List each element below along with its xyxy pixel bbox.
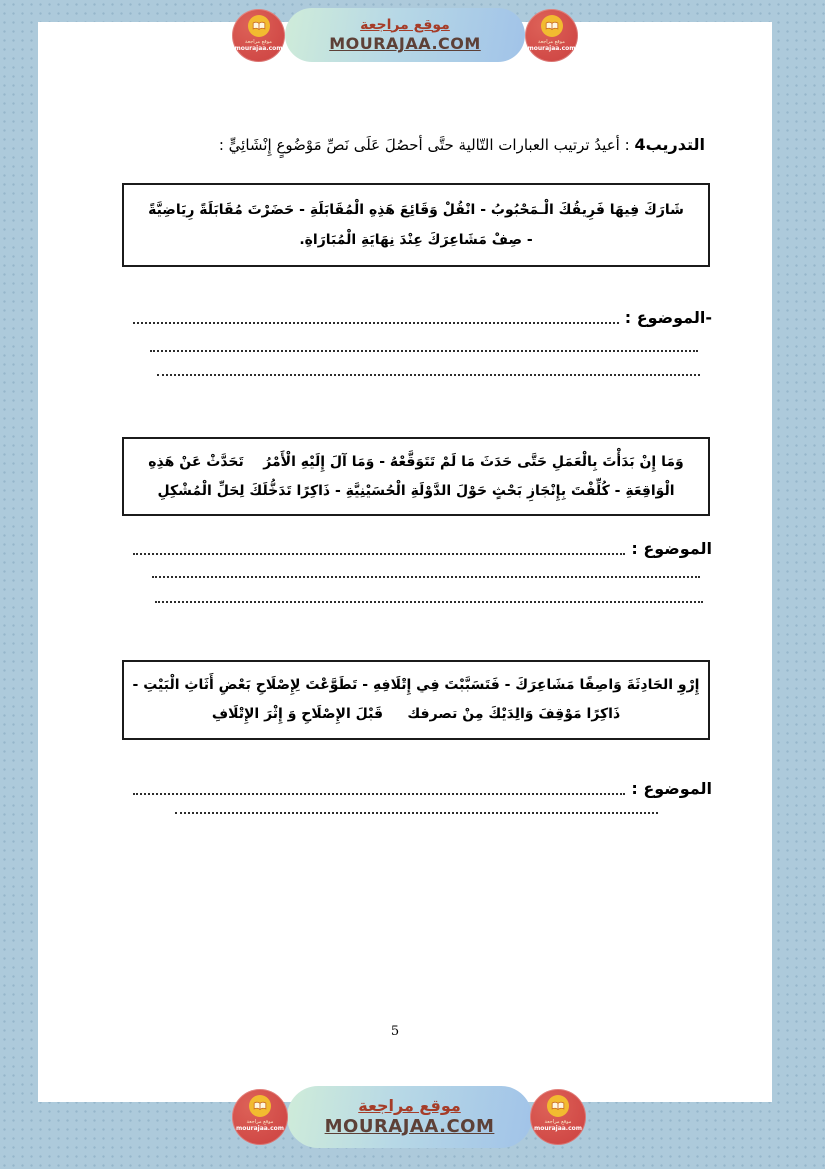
answer-line bbox=[155, 601, 703, 603]
footer-right-logo-badge bbox=[530, 1089, 586, 1145]
answer-line bbox=[175, 812, 658, 814]
footer-site-url-link[interactable]: MOURAJAA.COM bbox=[324, 1116, 495, 1138]
open-book-icon bbox=[547, 1095, 569, 1117]
badge-site-url: mourajaa.com bbox=[234, 45, 283, 52]
topic-answer-blank bbox=[133, 322, 619, 324]
header-site-url-link[interactable]: MOURAJAA.COM bbox=[329, 34, 481, 54]
open-book-icon bbox=[541, 15, 563, 37]
header-site-banner bbox=[285, 8, 525, 62]
open-book-icon bbox=[248, 15, 270, 37]
answer-line bbox=[157, 374, 700, 376]
answer-line bbox=[152, 576, 700, 578]
topic-row-2 bbox=[133, 534, 712, 558]
topic-answer-blank bbox=[133, 793, 625, 795]
sentence-box-2 bbox=[122, 437, 710, 516]
sentence-box-1 bbox=[122, 183, 710, 267]
badge-site-name: موقع مراجعة bbox=[246, 1119, 274, 1125]
topic-label: الموضوع : bbox=[631, 779, 712, 799]
sentence-line: شَارَكَ فِيهَا فَرِيقُكَ الْـمَحْبُوبُ - انْقُلْ وَقَائِعَ هَذِهِ الْمُقَابَلَةِ - حَضَرْتَ مُقَابَلَةً رِيَاضِيَّةً bbox=[148, 201, 684, 218]
exercise-instruction: : أعيدُ ترتيب العبارات التّالية حتَّى أحصُلَ عَلَى نَصِّ مَوْضُوعٍ إِنْشَائِيٍّ : bbox=[218, 136, 630, 154]
sentence-line: ذَاكِرًا مَوْقِفَ وَالِدَيْكَ مِنْ تصرفك قَبْلَ الإِصْلَاحِ وَ إِثْرَ الإِتْلَافِ bbox=[211, 706, 621, 722]
answer-line bbox=[150, 350, 698, 352]
exercise-label: التدريب bbox=[645, 135, 705, 154]
exercise-number: 4 bbox=[634, 135, 646, 154]
footer-site-name-link[interactable]: موقع مراجعة bbox=[358, 1096, 461, 1116]
topic-answer-blank bbox=[133, 553, 625, 555]
footer-site-banner bbox=[287, 1086, 532, 1148]
badge-site-url: mourajaa.com bbox=[235, 1125, 285, 1132]
sentence-line: وَمَا إِنْ بَدَأْتَ بِالْعَمَلِ حَتَّى حَدَثَ مَا لَمْ تَتَوَقَّعْهُ - وَمَا آلَ إِلَيْهِ الْأَمْرُ تَحَدَّثْ عَنْ هَذِهِ bbox=[148, 453, 684, 470]
topic-label: الموضوع : bbox=[631, 539, 712, 559]
header-site-name-link[interactable]: موقع مراجعة bbox=[360, 16, 450, 33]
exercise-title bbox=[140, 131, 705, 159]
sentence-box-3 bbox=[122, 660, 710, 740]
badge-site-name: موقع مراجعة bbox=[544, 1119, 572, 1125]
open-book-icon bbox=[249, 1095, 271, 1117]
badge-site-url: mourajaa.com bbox=[533, 1125, 583, 1132]
topic-row-3 bbox=[133, 774, 712, 798]
topic-row-1 bbox=[133, 303, 712, 327]
sentence-line: الْوَاقِعَةِ - كُلِّفْتَ بِإِنْجَازِ بَحْثٍ حَوْلَ الدَّوْلَةِ الْحُسَيْنِيَّةِ - ذَاكِرًا تَدَخُّلَكَ لِحَلِّ الْمُشْكِلِ bbox=[157, 482, 675, 499]
badge-site-name: موقع مراجعة bbox=[245, 39, 272, 45]
sentence-line: إِرْوِ الحَادِثَةَ وَاصِفًا مَشَاعِرَكَ - فَتَسَبَّبْتَ فِي إِتْلَافِهِ - تَطَوَّعْتَ لِإِصْلَاحِ بَعْضِ أَثَاثِ الْبَيْتِ - bbox=[132, 677, 700, 694]
topic-label: -الموضوع : bbox=[624, 308, 712, 328]
badge-site-url: mourajaa.com bbox=[527, 45, 576, 52]
header-left-logo-badge bbox=[232, 9, 285, 62]
header-right-logo-badge bbox=[525, 9, 578, 62]
badge-site-name: موقع مراجعة bbox=[538, 39, 565, 45]
footer-left-logo-badge bbox=[232, 1089, 288, 1145]
sentence-line: - صِفْ مَشَاعِرَكَ عِنْدَ نِهَايَةِ الْمُبَارَاةِ. bbox=[299, 231, 533, 248]
page-number: 5 bbox=[390, 1024, 400, 1039]
